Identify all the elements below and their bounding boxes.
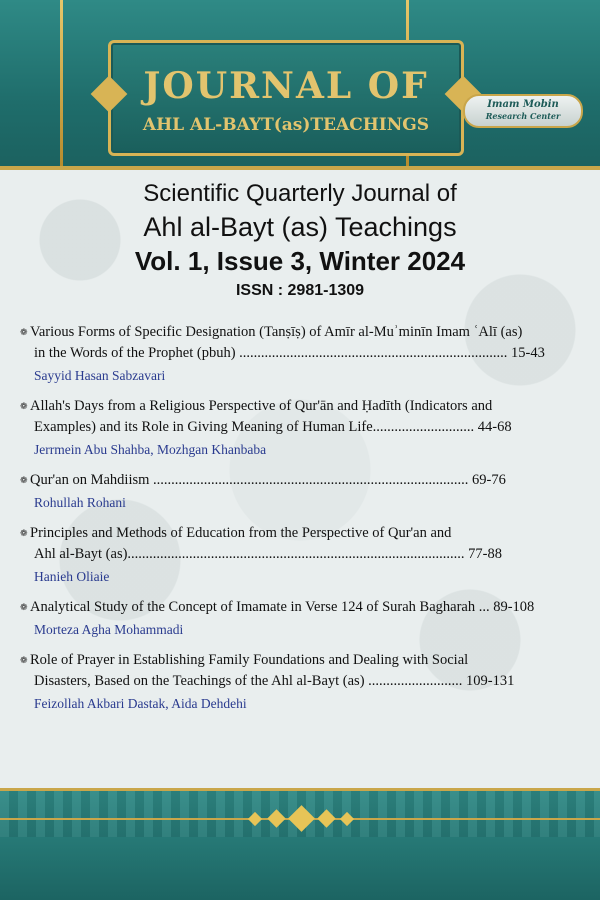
article-title: Various Forms of Specific Designation (Tanṣīṣ) of Amīr al-Muʾminīn Imam ʿAlī (as) xyxy=(30,324,523,340)
flower-bullet-icon: ❁ xyxy=(20,528,28,538)
article-authors: Rohullah Rohani xyxy=(34,495,126,510)
cover-header xyxy=(0,0,600,170)
article-authors: Hanieh Oliaie xyxy=(34,569,110,584)
toc-entry xyxy=(20,322,590,386)
flower-bullet-icon: ❁ xyxy=(20,475,28,485)
flower-bullet-icon: ❁ xyxy=(20,602,28,612)
table-of-contents xyxy=(20,322,590,724)
issue-info: Vol. 1, Issue 3, Winter 2024 xyxy=(134,246,466,276)
article-title: Role of Prayer in Establishing Family Foundations and Dealing with Social xyxy=(30,652,469,668)
article-authors: Jerrmein Abu Shahba, Mozhgan Khanbaba xyxy=(34,442,267,457)
article-title-cont: Examples) and its Role in Giving Meaning of Human Life............................ 44-68 xyxy=(34,419,512,435)
article-title-cont: in the Words of the Prophet (pbuh) .......................................................................... 15-43 xyxy=(34,345,545,361)
toc-entry xyxy=(20,650,590,714)
article-title: Analytical Study of the Concept of Imamate in Verse 124 of Surah Bagharah ... 89-108 xyxy=(30,599,535,615)
publisher-name: Imam Mobin xyxy=(487,99,559,110)
toc-entry xyxy=(20,396,590,460)
article-authors: Sayyid Hasan Sabzavari xyxy=(34,368,166,383)
article-title: Allah's Days from a Religious Perspective of Qur'ān and Ḥadīth (Indicators and xyxy=(30,398,493,414)
toc-entry xyxy=(20,597,590,640)
article-title-cont: Disasters, Based on the Teachings of the Ahl al-Bayt (as) .......................... 109-131 xyxy=(34,673,515,689)
gold-line-left xyxy=(60,0,63,170)
toc-entry xyxy=(20,523,590,587)
publisher-subtitle: Research Center xyxy=(485,111,561,121)
article-title: Principles and Methods of Education from the Perspective of Qur'an and xyxy=(30,525,452,541)
title-block xyxy=(0,178,600,304)
article-authors: Morteza Agha Mohammadi xyxy=(34,622,184,637)
flower-bullet-icon: ❁ xyxy=(20,327,28,337)
flower-bullet-icon: ❁ xyxy=(20,401,28,411)
article-title: Qur'an on Mahdiism ....................................................................................... 69-76 xyxy=(30,472,506,488)
flower-bullet-icon: ❁ xyxy=(20,655,28,665)
article-title-cont: Ahl al-Bayt (as)............................................................................................. 77-88 xyxy=(34,546,502,562)
title-plaque xyxy=(108,40,464,156)
journal-name: Ahl al-Bayt (as) Teachings xyxy=(143,212,457,242)
article-authors: Feizollah Akbari Dastak, Aida Dehdehi xyxy=(34,696,247,711)
publisher-badge xyxy=(463,94,583,128)
journal-title-main: JOURNAL OF xyxy=(143,65,429,107)
issn: ISSN : 2981-1309 xyxy=(235,282,365,299)
toc-entry xyxy=(20,470,590,513)
journal-title-sub: AHL AL-BAYT(as)TEACHINGS xyxy=(142,115,430,135)
journal-type: Scientific Quarterly Journal of xyxy=(143,180,457,207)
